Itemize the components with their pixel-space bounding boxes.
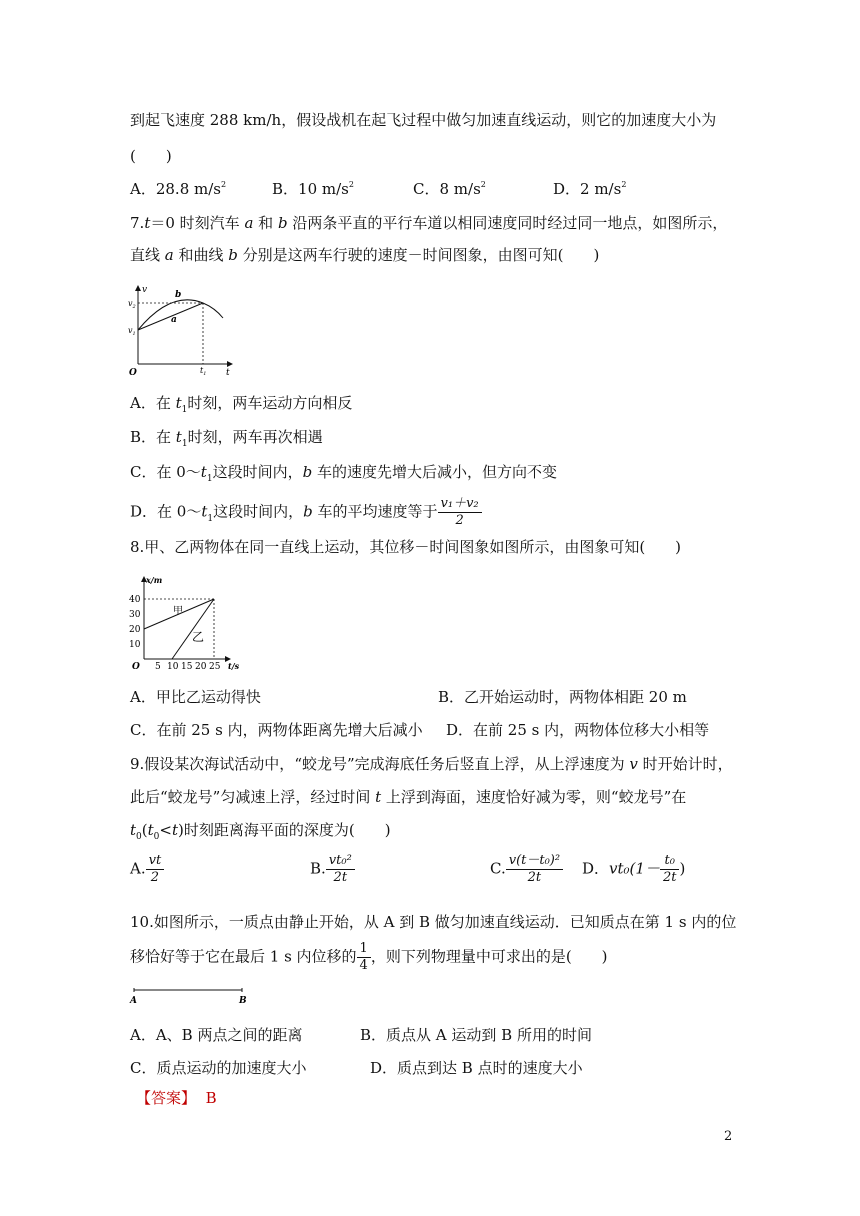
q7-v1-label: $v_1$: [128, 326, 136, 337]
q8-line1: 8.甲、乙两物体在同一直线上运动，其位移－时间图象如图所示，由图象可知( ): [130, 538, 682, 556]
q7-option-b: B．在 $t_1$时刻，两车再次相遇: [130, 428, 323, 449]
q8-y-tick-20: 20: [129, 625, 141, 635]
q10-point-a: A: [130, 996, 137, 1006]
q9-b-fraction: $\frac{\text{vt₀²}}{2t}$: [326, 853, 355, 886]
q10-option-a: A．A、B 两点之间的距离: [130, 1026, 303, 1044]
q9-d-fraction: $\frac{\text{t₀}}{2t}$: [660, 853, 680, 886]
q6-option-a: A．28.8 $m/s^2$: [130, 180, 227, 198]
q7-option-d: D．在 $0\sim t_1$这段时间内，b 车的平均速度等于 $\frac{\text{v₁＋v₂}}{2}$: [130, 496, 482, 529]
q8-x-tick-5: 5: [155, 662, 161, 672]
q8-x-tick-10: 10: [167, 662, 179, 672]
q8-x-tick-20: 20: [195, 662, 207, 672]
q7-curve-b: [138, 300, 223, 330]
q9-line3: $t_0(t_0<t)$时刻距离海平面的深度为( ): [130, 821, 391, 842]
q8-x-tick-15: 15: [181, 662, 193, 672]
q7-v2-label: $v_2$: [128, 299, 136, 310]
q9-option-d: D．vt₀(1－ $\frac{\text{t₀}}{2t}$ ): [582, 853, 686, 885]
q6-option-d: D．2 $m/s^2$: [553, 180, 627, 198]
q8-y-tick-40: 40: [129, 595, 141, 605]
q10-ab-diagram: [128, 985, 254, 1007]
q9-option-a: A. $\frac{vt}{2}$: [130, 853, 164, 886]
q10-line2: 移恰好等于它在最后 1 s 内位移的 $\frac{1}{4}$ ，则下列物理量中可求出的是( ): [130, 941, 608, 973]
q10-option-c: C．质点运动的加速度大小: [130, 1059, 307, 1077]
q8-x-tick-25: 25: [209, 662, 221, 672]
q8-option-b: B．乙开始运动时，两物体相距 20 m: [438, 688, 687, 706]
q6-line1: 到起飞速度 288 km/h，假设战机在起飞过程中做匀加速直线运动，则它的加速度大小为: [130, 111, 717, 129]
q8-label-yi: 乙: [192, 630, 205, 644]
q7-line2: 直线 a 和曲线 b 分别是这两车行驶的速度－时间图象，由图可知( ): [130, 246, 600, 264]
q8-option-c: C．在前 25 s 内，两物体距离先增大后减小: [130, 721, 423, 739]
q9-option-b: B. $\frac{\text{vt₀²}}{2t}$: [310, 853, 355, 886]
q7-label-b: b: [175, 290, 182, 300]
q8-origin: O: [132, 662, 140, 672]
q7-option-c: C．在 $0\sim t_1$这段时间内，b 车的速度先增大后减小，但方向不变: [130, 463, 557, 484]
q7-d-fraction: $\frac{\text{v₁＋v₂}}{2}$: [438, 496, 482, 529]
q6-line2: ( ): [130, 147, 172, 165]
q7-vt-graph: [125, 282, 245, 378]
q9-option-c: C. $\frac{\text{v(t－t₀)²}}{2t}$: [490, 853, 563, 886]
q10-line1: 10.如图所示，一质点由静止开始，从 A 到 B 做匀加速直线运动．已知质点在第 1 s 内的位: [130, 913, 737, 931]
q8-y-label: x/m: [146, 575, 163, 585]
answer-value: B: [205, 1089, 217, 1107]
q10-option-d: D．质点到达 B 点时的速度大小: [370, 1059, 583, 1077]
q9-line1: 9.假设某次海试活动中，“蛟龙号”完成海底任务后竖直上浮，从上浮速度为 v 时开始计时，: [130, 755, 733, 773]
answer-line: [136, 1087, 217, 1108]
q7-origin: O: [129, 368, 137, 378]
q8-xt-graph: [126, 573, 254, 673]
q9-a-fraction: $\frac{vt}{2}$: [146, 853, 165, 886]
q8-label-jia: 甲: [173, 606, 183, 617]
page-number: 2: [724, 1129, 733, 1144]
q7-line1: 7.t＝0 时刻汽车 a 和 b 沿两条平直的平行车道以相同速度同时经过同一地点，如图所示，: [130, 214, 728, 232]
q7-x-label: t: [226, 368, 230, 378]
q7-label-a: a: [171, 315, 177, 325]
q7-t1-label: $t_1$: [200, 366, 207, 377]
q8-y-tick-30: 30: [129, 610, 141, 620]
q7-y-label: v: [142, 285, 148, 295]
q10-fraction: $\frac{1}{4}$: [357, 941, 371, 974]
q9-c-fraction: $\frac{\text{v(t－t₀)²}}{2t}$: [506, 853, 563, 886]
answer-label: 【答案】: [136, 1089, 197, 1107]
q8-y-tick-10: 10: [129, 640, 141, 650]
q9-line2: 此后“蛟龙号”匀减速上浮，经过时间 t 上浮到海面，速度恰好减为零，则“蛟龙号”在: [130, 788, 687, 806]
q8-x-label: t/s: [228, 661, 240, 671]
q10-point-b: B: [239, 996, 247, 1006]
q8-option-d: D．在前 25 s 内，两物体位移大小相等: [446, 721, 710, 739]
q8-option-a: A．甲比乙运动得快: [130, 688, 261, 706]
q6-option-c: C．8 $m/s^2$: [413, 180, 486, 198]
q6-option-b: B．10 $m/s^2$: [272, 180, 354, 198]
q7-option-a: A．在 $t_1$时刻，两车运动方向相反: [130, 394, 353, 415]
q10-option-b: B．质点从 A 运动到 B 所用的时间: [360, 1026, 592, 1044]
